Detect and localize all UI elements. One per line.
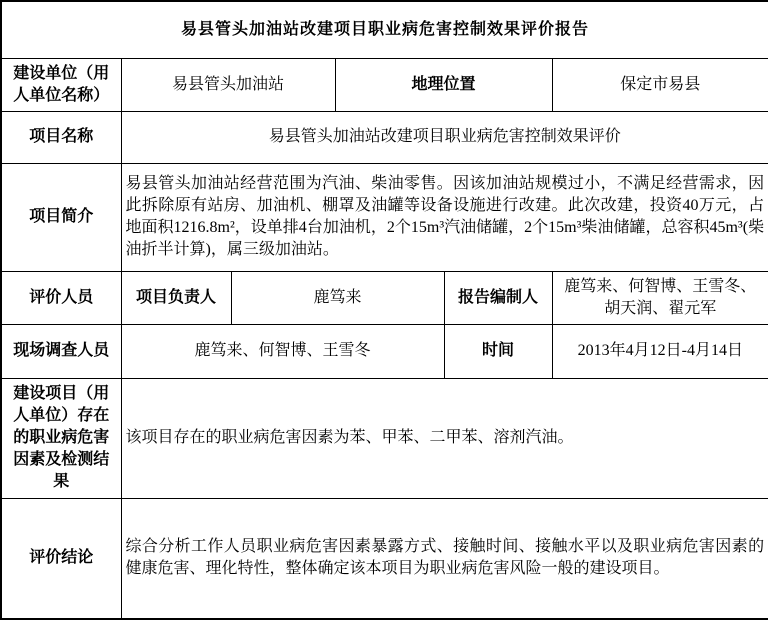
hazard-factors-value: 该项目存在的职业病危害因素为苯、甲苯、二甲苯、溶剂汽油。: [121, 378, 768, 498]
row-evaluators: [1, 271, 768, 324]
row-construction-unit: [1, 58, 768, 111]
site-investigators-label: 现场调查人员: [1, 324, 121, 378]
time-value: 2013年4月12日-4月14日: [552, 324, 768, 378]
project-manager-label: 项目负责人: [121, 271, 231, 324]
title-row: [1, 1, 768, 58]
evaluation-conclusion-value: 综合分析工作人员职业病危害因素暴露方式、接触时间、接触水平以及职业病危害因素的健康危害、理化特性，整体确定该本项目为职业病危害风险一般的建设项目。: [121, 498, 768, 619]
row-hazard-factors: [1, 378, 768, 498]
evaluation-conclusion-label: 评价结论: [1, 498, 121, 619]
report-editors-label: 报告编制人: [444, 271, 552, 324]
construction-unit-value: 易县管头加油站: [121, 58, 335, 111]
geographic-location-value: 保定市易县: [552, 58, 768, 111]
evaluators-label: 评价人员: [1, 271, 121, 324]
project-summary-value: 易县管头加油站经营范围为汽油、柴油零售。因该加油站规模过小，不满足经营需求，因此拆除原有站房、加油机、棚罩及油罐等设备设施进行改建。此次改建，投资40万元，占地面积1216.8m²，设单排4台加油机，2个15m³汽油储罐，2个15m³柴油储罐，总容积45m³(柴油折半计算)，属三级加油站。: [121, 163, 768, 271]
row-project-name: [1, 111, 768, 163]
hazard-factors-label: 建设项目（用人单位）存在的职业病危害因素及检测结果: [1, 378, 121, 498]
geographic-location-label: 地理位置: [335, 58, 552, 111]
site-investigators-value: 鹿笃来、何智博、王雪冬: [121, 324, 444, 378]
project-name-value: 易县管头加油站改建项目职业病危害控制效果评价: [121, 111, 768, 163]
project-manager-value: 鹿笃来: [231, 271, 444, 324]
row-evaluation-conclusion: [1, 498, 768, 619]
row-project-summary: [1, 163, 768, 271]
report-title: 易县管头加油站改建项目职业病危害控制效果评价报告: [1, 1, 768, 58]
row-site-investigators: [1, 324, 768, 378]
project-summary-label: 项目简介: [1, 163, 121, 271]
report-editors-value: 鹿笃来、何智博、王雪冬、胡天润、翟元军: [552, 271, 768, 324]
time-label: 时间: [444, 324, 552, 378]
project-name-label: 项目名称: [1, 111, 121, 163]
construction-unit-label: 建设单位（用人单位名称）: [1, 58, 121, 111]
